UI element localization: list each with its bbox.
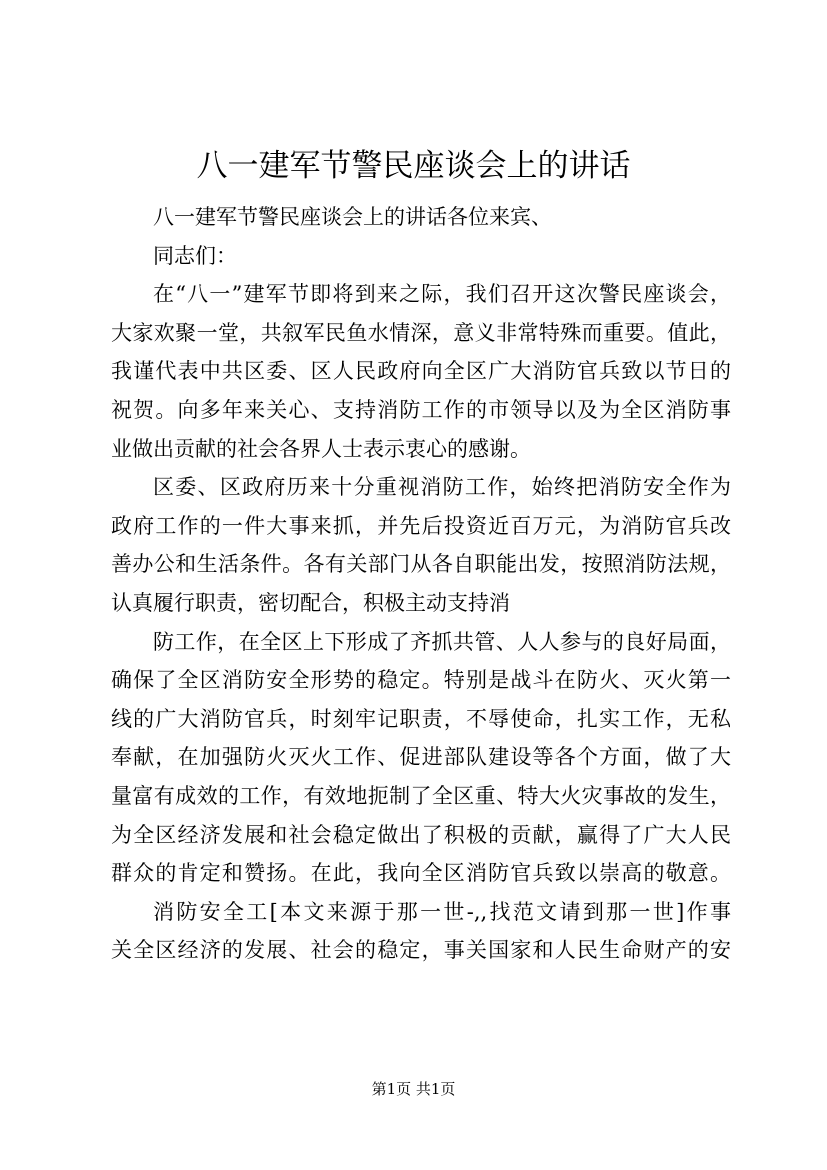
paragraph-line: 善办公和生活条件。各有关部门从各自职能出发，按照消防法规，	[111, 552, 731, 577]
paragraph-line: 关全区经济的发展、社会的稳定，事关国家和人民生命财产的安	[111, 938, 731, 963]
page-footer: 第1页 共1页	[371, 1080, 456, 1098]
paragraph-line: 我谨代表中共区委、区人民政府向全区广大消防官兵致以节日的	[111, 359, 731, 384]
paragraph-line: 认真履行职责，密切配合，积极主动支持消	[111, 590, 510, 615]
paragraph-line: 政府工作的一件大事来抓，并先后投资近百万元，为消防官兵改	[111, 513, 731, 538]
paragraph-line: 大家欢聚一堂，共叙军民鱼水情深，意义非常特殊而重要。值此，	[111, 320, 731, 345]
paragraph-line: 八一建军节警民座谈会上的讲话各位来宾、	[153, 205, 552, 229]
paragraph-line: 祝贺。向多年来关心、支持消防工作的市领导以及为全区消防事	[111, 397, 731, 422]
paragraph-line: 区委、区政府历来十分重视消防工作，始终把消防安全作为	[153, 475, 731, 500]
paragraph-line: 奉献，在加强防火灭火工作、促进部队建设等各个方面，做了大	[111, 745, 731, 770]
paragraph-line: 确保了全区消防安全形势的稳定。特别是战斗在防火、灭火第一	[111, 668, 731, 693]
paragraph-line: 为全区经济发展和社会稳定做出了积极的贡献，赢得了广大人民	[111, 822, 731, 847]
document-body	[111, 198, 731, 970]
paragraph-line: 同志们：	[153, 243, 237, 268]
paragraph-line: 消防安全工[本文来源于那一世-,,找范文请到那一世]作事	[153, 899, 731, 924]
paragraph-line: 在“八一”建军节即将到来之际，我们召开这次警民座谈会，	[153, 282, 731, 307]
paragraph-line: 线的广大消防官兵，时刻牢记职责，不辱使命，扎实工作，无私	[111, 706, 731, 731]
paragraph-line: 群众的肯定和赞扬。在此，我向全区消防官兵致以崇高的敬意。	[111, 861, 731, 886]
paragraph-line: 业做出贡献的社会各界人士表示衷心的感谢。	[111, 436, 531, 461]
paragraph-line: 防工作，在全区上下形成了齐抓共管、人人参与的良好局面，	[153, 629, 731, 654]
paragraph-line: 量富有成效的工作，有效地扼制了全区重、特大火灾事故的发生，	[111, 783, 731, 808]
document-title: 八一建军节警民座谈会上的讲话	[196, 148, 631, 184]
